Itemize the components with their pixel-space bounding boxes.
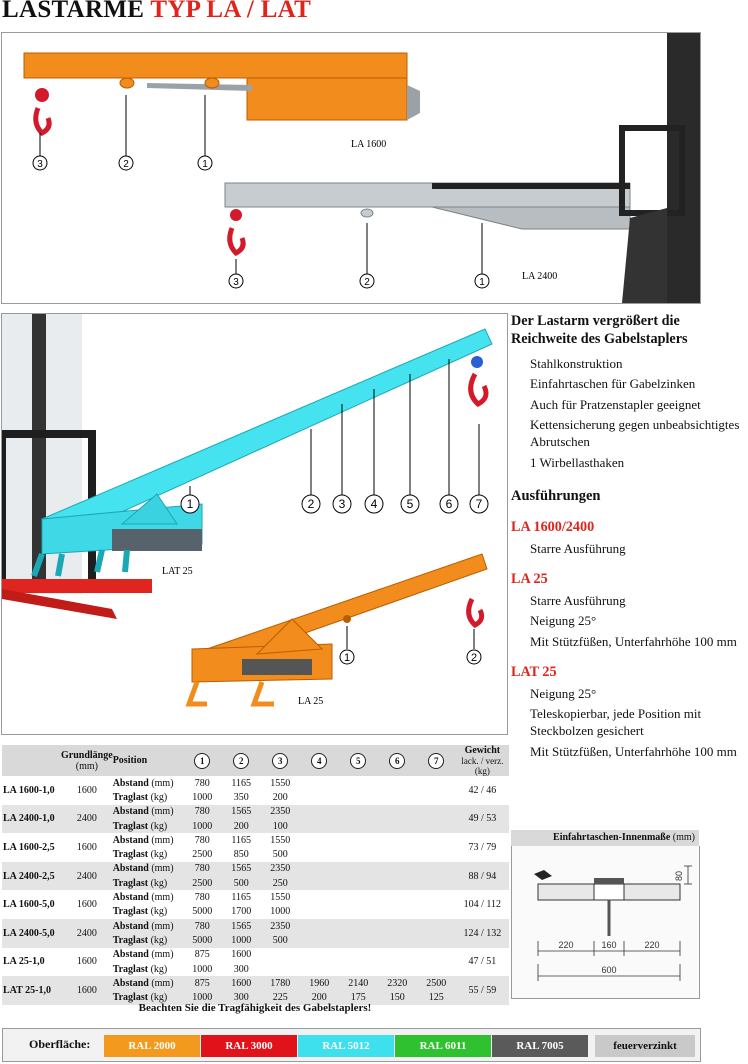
- traglast-value: 125: [417, 990, 456, 1004]
- table-row: [2, 919, 509, 933]
- variant-name-la25: LA 25: [511, 570, 548, 587]
- pin-icon: [534, 870, 552, 880]
- dim-600: 600: [601, 965, 617, 975]
- abstand-value: 2350: [261, 919, 300, 933]
- traglast-value: [417, 819, 456, 833]
- traglast-value: 200: [272, 791, 288, 803]
- caption-lat25: LAT 25: [162, 566, 193, 577]
- traglast-value: [339, 819, 378, 833]
- traglast-value: [378, 876, 417, 890]
- abstand-value: [339, 805, 378, 819]
- variant-line: Neigung 25°: [530, 613, 597, 629]
- table-row: [2, 976, 509, 990]
- abstand-value: 780: [194, 777, 210, 789]
- la2400-sleeve: [432, 207, 630, 229]
- position-2-icon: 2: [233, 753, 249, 769]
- header-grundlaenge: Grundlänge (mm): [61, 745, 113, 776]
- grundlaenge-cell: 1600: [76, 841, 97, 853]
- lat-marker-3: 3: [338, 497, 346, 511]
- la25-marker-2: 2: [470, 652, 478, 664]
- traglast-value: [300, 933, 339, 947]
- page-title: [2, 0, 311, 24]
- abstand-value: [417, 776, 456, 790]
- abstand-value: [339, 776, 378, 790]
- marker-1b: 1: [479, 277, 485, 288]
- traglast-value: [300, 819, 339, 833]
- abstand-value: [339, 862, 378, 876]
- table-row: [2, 776, 509, 790]
- color-swatch: feuerverzinkt: [595, 1035, 695, 1057]
- lat-marker-2: 2: [307, 497, 315, 511]
- la1600-fork-tip: [147, 83, 252, 91]
- traglast-value: 175: [339, 990, 378, 1004]
- abstand-value: [261, 948, 300, 962]
- abstand-value: [339, 890, 378, 904]
- inner-dims-title: Einfahrtaschen-Innenmaße (mm): [511, 830, 699, 846]
- gewicht-cell: 73 / 79: [468, 841, 497, 853]
- traglast-value: [378, 933, 417, 947]
- traglast-value: [300, 905, 339, 919]
- lat-marker-5: 5: [406, 497, 414, 511]
- traglast-value: [300, 790, 339, 804]
- abstand-value: 1550: [270, 834, 291, 846]
- traglast-value: 150: [378, 990, 417, 1004]
- position-6-icon: 6: [389, 753, 405, 769]
- gewicht-cell: 49 / 53: [456, 805, 509, 834]
- abstand-value: 1550: [270, 892, 291, 904]
- abstand-value: 1565: [222, 805, 261, 819]
- feature-item: 1 Wirbellasthaken: [530, 454, 625, 470]
- traglast-label: Traglast (kg): [113, 990, 183, 1004]
- abstand-value: 2350: [261, 805, 300, 819]
- traglast-value: 2500: [192, 849, 213, 861]
- variant-line: Starre Ausführung: [530, 540, 626, 556]
- gewicht-cell: 124 / 132: [456, 919, 509, 948]
- abstand-label: Abstand (mm): [112, 892, 174, 904]
- table-row: [2, 948, 509, 962]
- la25-feet: [189, 682, 274, 704]
- surface-color-bar: [2, 1028, 701, 1062]
- position-7-icon: 7: [428, 753, 444, 769]
- caption-la1600: LA 1600: [351, 139, 387, 150]
- lat-marker-7: 7: [475, 497, 483, 511]
- abstand-value: [300, 776, 339, 790]
- traglast-value: 1000: [183, 990, 222, 1004]
- abstand-value: [417, 890, 456, 904]
- abstand-value: [417, 833, 456, 847]
- abstand-value: 1165: [231, 892, 251, 904]
- traglast-label: Traglast (kg): [113, 933, 183, 947]
- abstand-value: 2350: [261, 862, 300, 876]
- model-cell: LA 2400-5,0: [2, 919, 61, 948]
- abstand-label: Abstand (mm): [112, 777, 174, 789]
- traglast-value: [378, 790, 417, 804]
- variants-heading: Ausführungen: [511, 488, 601, 505]
- abstand-value: [378, 919, 417, 933]
- gewicht-cell: 55 / 59: [456, 976, 509, 1005]
- traglast-value: [417, 905, 456, 919]
- lat-marker-4: 4: [370, 497, 378, 511]
- abstand-value: 1565: [222, 862, 261, 876]
- feature-item: Kettensicherung gegen unbeabsichtigtes Abrutschen: [530, 417, 740, 449]
- traglast-value: 500: [222, 876, 261, 890]
- spec-table: [2, 745, 509, 1005]
- grundlaenge-cell: 1600: [61, 976, 113, 1005]
- center-bar: [594, 878, 624, 884]
- fork-pocket-drawing: [512, 846, 699, 998]
- abstand-value: 875: [194, 949, 210, 961]
- lat25-fork-pocket: [112, 529, 202, 551]
- table-row: [2, 862, 509, 876]
- traglast-value: 300: [233, 963, 249, 975]
- abstand-label: Abstand (mm): [112, 834, 174, 846]
- grundlaenge-cell: 1600: [76, 784, 97, 796]
- model-cell: LA 2400-1,0: [2, 805, 61, 834]
- inner-dims-diagram: [511, 846, 700, 999]
- gewicht-cell: 104 / 112: [463, 899, 502, 911]
- abstand-value: [417, 862, 456, 876]
- surface-label: Oberfläche:: [29, 1037, 91, 1051]
- traglast-value: [417, 962, 456, 976]
- position-1-icon: 1: [194, 753, 210, 769]
- la2400-hook-icon: [230, 228, 243, 253]
- variant-name-la1600-2400: LA 1600/2400: [511, 518, 595, 535]
- traglast-value: [417, 933, 456, 947]
- color-swatch: RAL 6011: [395, 1035, 491, 1057]
- header-gewicht: Gewicht lack. / verz. (kg): [456, 745, 509, 776]
- table-header-row: [2, 745, 509, 776]
- caption-la2400: LA 2400: [522, 271, 558, 282]
- feature-item: Auch für Pratzenstapler geeignet: [530, 396, 701, 412]
- abstand-value: [339, 948, 378, 962]
- gewicht-cell: 88 / 94: [456, 862, 509, 891]
- color-swatch: RAL 5012: [298, 1035, 394, 1057]
- traglast-value: [339, 933, 378, 947]
- traglast-label: Traglast (kg): [113, 876, 183, 890]
- abstand-value: [378, 833, 417, 847]
- la2400-eye: [361, 209, 373, 217]
- position-3-icon: 3: [272, 753, 288, 769]
- abstand-label: Abstand (mm): [113, 976, 183, 990]
- traglast-value: 1700: [231, 906, 252, 918]
- la25-fork-pocket: [242, 659, 312, 675]
- traglast-label: Traglast (kg): [112, 791, 168, 803]
- abstand-value: 1165: [231, 834, 251, 846]
- feature-item: Stahlkonstruktion: [530, 355, 623, 371]
- la25-hook-icon: [469, 599, 482, 625]
- abstand-value: [417, 948, 456, 962]
- traglast-value: 500: [272, 849, 288, 861]
- abstand-value: 1165: [231, 777, 251, 789]
- gewicht-cell: 47 / 51: [468, 956, 497, 968]
- feature-item: Einfahrtaschen für Gabelzinken: [530, 376, 696, 392]
- la1600-sleeve: [247, 78, 407, 120]
- traglast-label: Traglast (kg): [113, 819, 183, 833]
- gewicht-cell: 42 / 46: [468, 784, 497, 796]
- abstand-value: [378, 776, 417, 790]
- pocket-left: [538, 884, 594, 900]
- color-swatch: RAL 7005: [492, 1035, 588, 1057]
- traglast-value: [339, 790, 378, 804]
- la1600-fork: [407, 85, 420, 120]
- abstand-value: [378, 862, 417, 876]
- abstand-value: [417, 805, 456, 819]
- variant-line: Neigung 25°: [530, 685, 597, 701]
- traglast-value: [339, 847, 378, 861]
- abstand-label: Abstand (mm): [113, 919, 183, 933]
- abstand-value: [339, 833, 378, 847]
- la2400-warning-stripe: [432, 183, 630, 189]
- traglast-label: Traglast (kg): [112, 963, 168, 975]
- traglast-value: [300, 876, 339, 890]
- la1600-hook-swivel: [35, 88, 49, 102]
- la1600-eye-1: [205, 78, 219, 88]
- abstand-label: Abstand (mm): [113, 862, 183, 876]
- header-position: Position: [113, 745, 183, 776]
- model-cell: LA 1600-5,0: [3, 899, 55, 911]
- la1600-hook-icon: [36, 108, 49, 133]
- variant-line: Starre Ausführung: [530, 592, 626, 608]
- traglast-value: [378, 819, 417, 833]
- la-rigid-illustration: [2, 33, 700, 303]
- dim-160: 160: [601, 940, 617, 950]
- table-row: [2, 890, 509, 904]
- abstand-value: [417, 919, 456, 933]
- traglast-value: 1000: [270, 906, 291, 918]
- abstand-value: 780: [183, 805, 222, 819]
- traglast-value: 200: [300, 990, 339, 1004]
- abstand-value: 2140: [339, 976, 378, 990]
- abstand-label: Abstand (mm): [112, 949, 174, 961]
- dim-80: 80: [674, 870, 684, 882]
- marker-3: 3: [37, 159, 43, 170]
- variant-name-lat25: LAT 25: [511, 663, 557, 680]
- abstand-value: 2500: [417, 976, 456, 990]
- lat-marker-6: 6: [445, 497, 453, 511]
- traglast-label: Traglast (kg): [112, 849, 168, 861]
- traglast-value: [300, 847, 339, 861]
- traglast-value: 200: [222, 819, 261, 833]
- variant-line: Teleskopierbar, jede Position mit Steckbolzen gesichert: [530, 706, 702, 739]
- forklift-fork-red: [2, 579, 152, 593]
- color-swatch: RAL 3000: [201, 1035, 297, 1057]
- abstand-value: [300, 805, 339, 819]
- model-cell: LA 2400-2,5: [2, 862, 61, 891]
- abstand-value: 1780: [261, 976, 300, 990]
- abstand-value: 780: [183, 919, 222, 933]
- grundlaenge-cell: 2400: [61, 862, 113, 891]
- variant-line: Mit Stützfüßen, Unterfahrhöhe 100 mm: [530, 743, 737, 759]
- abstand-value: [378, 805, 417, 819]
- description-heading: Der Lastarm vergrößert die Reichweite des Gabelstaplers: [511, 313, 688, 347]
- traglast-value: [339, 905, 378, 919]
- caption-la25: LA 25: [298, 696, 324, 707]
- abstand-value: [300, 919, 339, 933]
- traglast-value: 225: [261, 990, 300, 1004]
- model-cell: LAT 25-1,0: [2, 976, 61, 1005]
- dim-220-right: 220: [644, 940, 660, 950]
- grundlaenge-cell: 1600: [76, 956, 97, 968]
- traglast-value: 250: [261, 876, 300, 890]
- traglast-value: 1000: [222, 933, 261, 947]
- traglast-value: 300: [222, 990, 261, 1004]
- title-type: TYP LA / LAT: [150, 0, 312, 23]
- traglast-value: [300, 962, 339, 976]
- abstand-value: [300, 833, 339, 847]
- abstand-value: [300, 890, 339, 904]
- photo-lat25-la25: [1, 313, 508, 735]
- abstand-value: 1600: [222, 976, 261, 990]
- model-cell: LA 1600-1,0: [3, 784, 55, 796]
- abstand-value: 1550: [270, 777, 291, 789]
- traglast-value: [417, 876, 456, 890]
- position-5-icon: 5: [350, 753, 366, 769]
- model-cell: LA 25-1,0: [3, 956, 45, 968]
- abstand-value: [378, 890, 417, 904]
- lat25-hook-icon: [471, 374, 486, 404]
- traglast-value: [378, 962, 417, 976]
- title-main: LASTARME: [2, 0, 145, 23]
- abstand-label: Abstand (mm): [113, 805, 183, 819]
- abstand-value: [300, 862, 339, 876]
- abstand-value: 780: [194, 892, 210, 904]
- abstand-value: 1960: [300, 976, 339, 990]
- abstand-value: 1600: [231, 949, 252, 961]
- traglast-value: [339, 962, 378, 976]
- marker-2: 2: [123, 159, 129, 170]
- abstand-value: 2320: [378, 976, 417, 990]
- marker-3b: 3: [233, 277, 239, 288]
- la25-marker-1: 1: [343, 652, 351, 664]
- grundlaenge-cell: 2400: [61, 805, 113, 834]
- abstand-value: [300, 948, 339, 962]
- lat-marker-1: 1: [186, 497, 194, 511]
- la2400-hook-swivel: [230, 209, 242, 221]
- traglast-value: 1000: [183, 819, 222, 833]
- marker-1: 1: [202, 159, 208, 170]
- traglast-value: 5000: [183, 933, 222, 947]
- capacity-note: Beachten Sie die Tragfähigkeit des Gabelstaplers!: [138, 1002, 372, 1014]
- traglast-value: 500: [261, 933, 300, 947]
- position-4-icon: 4: [311, 753, 327, 769]
- la-tilted-illustration: [2, 314, 507, 734]
- model-cell: LA 1600-2,5: [3, 841, 55, 853]
- traglast-value: [417, 790, 456, 804]
- abstand-value: 875: [183, 976, 222, 990]
- abstand-value: 1565: [222, 919, 261, 933]
- pocket-right: [624, 884, 680, 900]
- traglast-value: 350: [233, 791, 249, 803]
- table-row: [2, 833, 509, 847]
- la1600-arm: [24, 53, 407, 78]
- photo-la1600-la2400: [1, 32, 701, 304]
- variant-line: Mit Stützfüßen, Unterfahrhöhe 100 mm: [530, 634, 737, 650]
- traglast-value: 5000: [192, 906, 213, 918]
- color-swatch: RAL 2000: [104, 1035, 200, 1057]
- lat25-swivel: [471, 356, 483, 368]
- la25-eye: [343, 615, 351, 623]
- grundlaenge-cell: 1600: [76, 899, 97, 911]
- traglast-value: [261, 962, 300, 976]
- traglast-value: 850: [233, 849, 249, 861]
- traglast-value: 2500: [183, 876, 222, 890]
- traglast-value: [339, 876, 378, 890]
- traglast-value: [378, 847, 417, 861]
- lat25-arm: [42, 329, 492, 539]
- marker-2b: 2: [364, 277, 370, 288]
- la1600-eye-2: [120, 78, 134, 88]
- traglast-value: [417, 847, 456, 861]
- traglast-value: [378, 905, 417, 919]
- traglast-value: 100: [261, 819, 300, 833]
- traglast-label: Traglast (kg): [112, 906, 168, 918]
- traglast-value: 1000: [192, 791, 213, 803]
- dim-220-left: 220: [558, 940, 574, 950]
- abstand-value: [378, 948, 417, 962]
- abstand-value: [339, 919, 378, 933]
- description-panel: [511, 313, 747, 764]
- abstand-value: 780: [183, 862, 222, 876]
- abstand-value: 780: [194, 834, 210, 846]
- traglast-value: 1000: [192, 963, 213, 975]
- grundlaenge-cell: 2400: [61, 919, 113, 948]
- table-row: [2, 805, 509, 819]
